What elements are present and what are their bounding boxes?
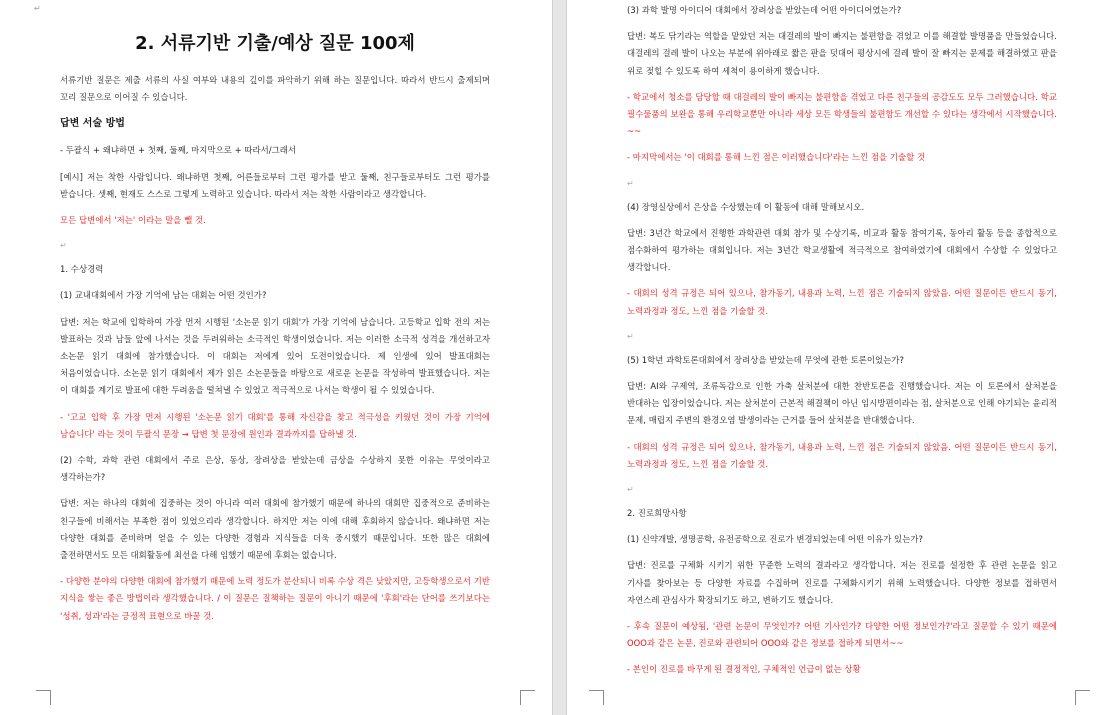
- margin-corner-mark: [36, 690, 51, 705]
- page-content: [60, 32, 490, 634]
- answer: 답변: 저는 하나의 대회에 집중하는 것이 아니라 여러 대회에 참가했기 때문에 하나의 대회만 집중적으로 준비하는 친구들에 비해서는 부족한 점이 있었으리라 생각합니다. 하지만 저는 이에 대해 후회하지 않습니다. 왜냐하면 저는 다양한 대회를 준비하며 얻을 수 있는 다양한 경험과 지식들을 더욱 중시했기 때문입니다. 또한 많은 대회에 출전하면서도 모든 대회활동에 최선을 다해 임했기 때문에 후회는 없습니다.: [60, 498, 490, 561]
- method-formula: - 두괄식 + 왜냐하면 + 첫째, 둘째, 마지막으로 + 따라서/그래서: [60, 145, 297, 156]
- answer: 답변: 복도 닦기라는 역할을 맡았던 저는 대걸레의 발이 빠지는 불편함을 겪었고 이를 해결할 발명품을 만들었습니다. 대걸레의 걸레 발이 나오는 부분에 위아래로 짧은 판을 덧대어 평상시에 걸레 발이 잘 빠지는 문제를 해결하였고 판을 위로 젖힐 수 있도록 하여 세척이 용이하게 했습니다.: [627, 31, 1057, 76]
- answer: 답변: 저는 학교에 입학하여 가장 먼저 시행된 '소논문 읽기 대회'가 가장 기억에 남습니다. 고등학교 입학 전의 저는 발표하는 것과 남들 앞에 나서는 것을 두려워하는 소극적인 학생이었습니다. 저는 이러한 소극적 성격을 개선하고자 소논문 읽기 대회에 참가했습니다. 이 대회는 저에게 있어 도전이었습니다. 제 인생에 있어 발표대회는 처음이었습니다. 소논문 읽기 대회에서 제가 읽은 소논문들을 바탕으로 새로운 논문을 작성하여 발표했습니다. 저는 이 대회를 계기로 발표에 대한 두려움을 떨쳐낼 수 있었고 적극적으로 나서는 학생이 될 수 있었습니다.: [60, 316, 490, 396]
- document-page-left[interactable]: [0, 0, 553, 715]
- answer: 답변: 3년간 학교에서 진행한 과학관련 대회 참가 및 수상기록, 비교과 활동 참여기록, 동아리 활동 등을 종합적으로 점수화하여 평가하는 대회입니다. 저는 3년간 학교생활에 적극적으로 참여하였기에 대회에서 수상할 수 있었다고 생각합니다.: [627, 227, 1057, 273]
- empty-line: ↵: [627, 331, 634, 341]
- warning-note: 모든 답변에서 '저는' 이라는 말을 뺄 것.: [60, 215, 206, 226]
- margin-corner-mark: [1075, 690, 1090, 705]
- document-page-right[interactable]: [566, 0, 1118, 715]
- intro-paragraph: 서류기반 질문은 제출 서류의 사실 여부와 내용의 깊이를 파악하기 위해 하는 질문입니다. 따라서 반드시 출제되며 꼬리 질문으로 이어질 수 있습니다.: [60, 75, 490, 103]
- answer: 답변: 진로를 구체화 시키기 위한 꾸준한 노력의 결과라고 생각합니다. 저는 진로를 설정한 후 관련 논문을 읽고 기사를 찾아보는 등 다양한 자료를 수집하며 진로를 구체화시키기 위해 노력했습니다. 다양한 정보를 접하면서 자연스레 관심사가 확장되기도 하고, 변하기도 했습니다.: [627, 560, 1057, 605]
- document-title: 2. 서류기반 기출/예상 질문 100제: [135, 33, 415, 54]
- question: (4) 장영실상에서 은상을 수상했는데 이 활동에 대해 말해보시오.: [627, 201, 865, 212]
- margin-corner-mark: [589, 690, 604, 705]
- section-heading: 1. 수상경력: [60, 264, 104, 275]
- feedback-note: - '고교 입학 후 가장 먼저 시행된 '소논문 읽기 대회'를 통해 자신감을 찾고 적극성을 키웠던 것이 가장 기억에 남습니다' 라는 것이 두괄식 문장 → 답변 첫 문장에 원인과 결과까지를 답하낼 것.: [60, 411, 490, 439]
- feedback-note: - 대회의 성격 규정은 되어 있으나, 참가동기, 내용과 노력, 느낀 점은 기술되지 않았음. 어떤 질문이든 반드시 동기, 노력과정과 정도, 느낀 점을 기술할 것.: [627, 288, 1057, 316]
- section-heading: 답변 서술 방법: [60, 118, 125, 130]
- question: (5) 1학년 과학토론대회에서 장려상을 받았는데 무엇에 관한 토론이었는가?: [627, 354, 904, 365]
- feedback-note: - 후속 질문이 예상됨, '관련 논문이 무엇인가? 어떤 기사인가? 다양한 어떤 정보인가?'라고 질문할 수 있기 때문에 OOO과 같은 논문, 진로와 관련되어 OOO와 같은 정보를 접하게 되면서~~: [627, 621, 1057, 649]
- question: (2) 수학, 과학 관련 대회에서 주로 은상, 동상, 장려상을 받았는데 금상을 수상하지 못한 이유는 무엇이라고 생각하는가?: [60, 455, 490, 483]
- example-paragraph: [예시] 저는 착한 사람입니다. 왜냐하면 첫째, 어른들로부터 그런 평가를 받고 둘째, 친구들로부터도 그런 평가를 받습니다. 셋째, 현재도 스스로 그렇게 노력하고 있습니다. 따라서 저는 착한 사람이라고 생각합니다.: [60, 171, 490, 199]
- feedback-note: - 본인이 진로를 바꾸게 된 결정적인, 구체적인 언급이 없는 상황: [627, 664, 861, 675]
- page-content: [627, 2, 1057, 688]
- empty-line: ↵: [60, 241, 67, 251]
- empty-line: ↵: [627, 178, 634, 188]
- section-heading: 2. 진로희망사항: [627, 508, 687, 519]
- feedback-note: - 다양한 분야의 다양한 대회에 참가했기 때문에 노력 정도가 분산되니 비록 수상 격은 낮았지만, 고등학생으로서 기반 지식을 쌓는 좋은 방법이라 생각했습니다. / 이 질문은 질책하는 질문이 아니기 때문에 '후회'라는 단어를 쓰기보다는 '성취, 성과'라는 긍정적 표현으로 바꿀 것.: [60, 576, 490, 621]
- feedback-note: - 대회의 성격 규정은 되어 있으나, 참가동기, 내용과 노력, 느낀 점은 기술되지 않았음. 어떤 질문이든 반드시 동기, 노력과정과 정도, 느낀 점을 기술할 것.: [627, 441, 1057, 469]
- question: (1) 교내대회에서 가장 기억에 남는 대회는 어떤 것인가?: [60, 290, 267, 301]
- feedback-note: - 학교에서 청소를 담당할 때 대걸레의 발이 빠지는 불편함을 겪었고 다른 친구들의 공감도도 모두 그러했습니다. 학교 필수물품의 보완을 통해 우리학교뿐만 아니라 세상 모든 학생들의 불편함도 개선할 수 있다는 생각에서 시작했습니다. ~~: [627, 91, 1057, 137]
- answer: 답변: AI와 구제역, 조류독감으로 인한 가축 살처분에 대한 찬반토론을 진행했습니다. 저는 이 토론에서 살처분을 반대하는 입장이었습니다. 저는 살처분이 근본적 해결책이 아닌 임시방편이라는 점, 살처분으로 인해 야기되는 윤리적 문제, 매립지 주변의 환경오염 발생이라는 근거를 들어 살처분을 반대했습니다.: [627, 381, 1057, 426]
- question: (3) 과학 발명 아이디어 대회에서 장려상을 받았는데 어떤 아이디어였는가?: [627, 5, 902, 15]
- feedback-note: - 마지막에서는 '이 대회를 통해 느낀 점은 이러했습니다'라는 느낀 점을 기술할 것: [627, 152, 926, 163]
- question: (1) 신약개발, 생명공학, 유전공학으로 진로가 변경되었는데 어떤 이유가 있는가?: [627, 534, 923, 545]
- paragraph-mark: ↵: [34, 4, 41, 13]
- empty-line: ↵: [627, 485, 634, 495]
- margin-corner-mark: [520, 690, 535, 705]
